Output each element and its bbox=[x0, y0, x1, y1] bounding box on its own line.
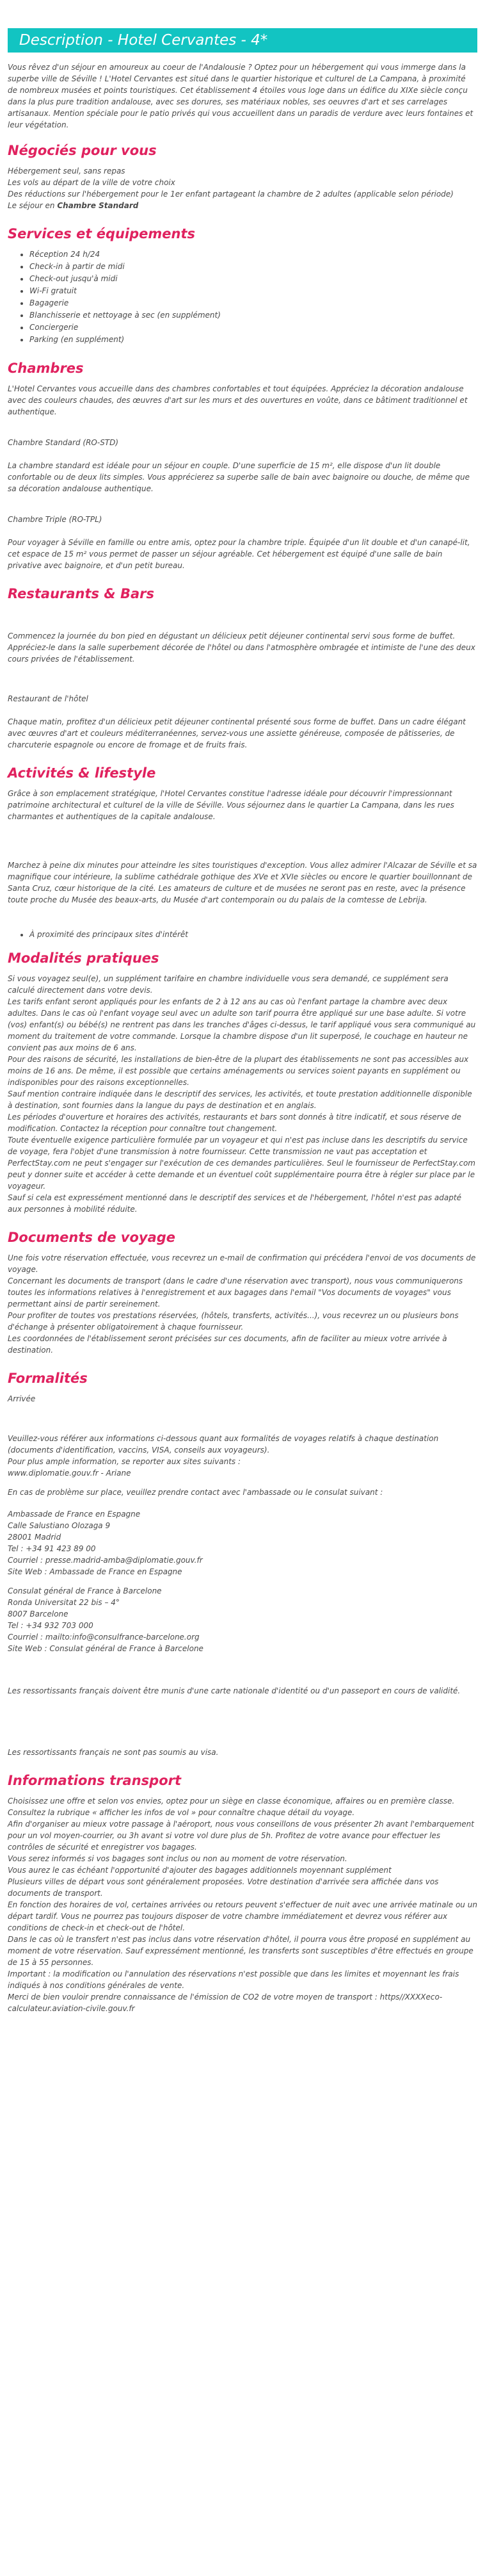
formalites-line: Pour plus ample information, se reporter aux sites suivants : bbox=[8, 1457, 241, 1466]
modalites-line: Sauf mention contraire indiquée dans le descriptif des services, les activités, et toute prestation additionnelle disponible à destination, sont fournies dans la langue du pays de destination et en anglais. bbox=[8, 1089, 472, 1110]
modalites-line: Les tarifs enfant seront appliqués pour les enfants de 2 à 12 ans au cas où l'enfant partage la chambre avec deux adultes. Dans le cas où l'enfant voyage seul avec un adulte son tarif pourra être appliqué sur une base adulte. Si votre (vos) enfant(s) ou bébé(s) ne rentrent pas dans les tranches d'âges ci-dessus, le tarif appliqué vous sera communiqué au moment du traitement de votre commande. Lorsque la chambre dispose d'un lit superposé, le couchage en hauteur ne convient pas aux moins de 6 ans. bbox=[8, 997, 476, 1052]
formalites-intro bbox=[8, 1433, 477, 1479]
modalites-heading: Modalités pratiques bbox=[8, 950, 159, 966]
consulat-line: Courriel : mailto:info@consulfrance-barcelone.org bbox=[8, 1633, 200, 1642]
modalites-text bbox=[8, 973, 477, 1215]
formalites-heading: Formalités bbox=[8, 1371, 88, 1386]
page-title: Description - Hotel Cervantes - 4* bbox=[19, 32, 268, 49]
consulat-line: 8007 Barcelone bbox=[8, 1610, 68, 1618]
activite-item: • À proximité des principaux sites d'intérêt bbox=[29, 929, 477, 941]
activites-list bbox=[8, 929, 477, 941]
modalites-line: Toute éventuelle exigence particulière formulée par un voyageur et qui n'est pas incluse dans les descriptifs du service de voyage, fera l'objet d'une transmission à notre fournisseur. Cette transmission ne vaut pas acceptation et PerfectStay.com ne peut s'engager sur l'exécution de ces demandes particulières. Seul le fournisseur de PerfectStay.com peut y donner suite et accéder à cette demande et un éventuel coût supplémentaire pourra être à régler sur place par le voyageur. bbox=[8, 1136, 475, 1191]
standard-room-text: La chambre standard est idéale pour un séjour en couple. D'une superficie de 15 m², elle dispose d'un lit double confortable ou de deux lits simples. Vous apprécierez sa superbe salle de bain avec baignoire ou douche, de même que sa décoration andalouse authentique. bbox=[8, 461, 470, 493]
negocies-line: Des réductions sur l'hébergement pour le 1er enfant partageant la chambre de 2 adultes (applicable selon période) bbox=[8, 190, 454, 199]
services-heading: Services et équipements bbox=[8, 226, 196, 241]
modalites-line: Si vous voyagez seul(e), un supplément tarifaire en chambre individuelle vous sera demandé, ce supplément sera calculé directement dans votre devis. bbox=[8, 974, 449, 995]
service-item: • Check-out jusqu'à midi bbox=[29, 273, 477, 285]
restaurant-title: Restaurant de l'hôtel bbox=[8, 694, 88, 703]
documents-line: Concernant les documents de transport (dans le cadre d'une réservation avec transport), nous vous communiquerons toutes les informations relatives à l'enregistrement et aux bagages dans l'email "Vos documents de voyages" vous permettant ainsi de partir sereinement. bbox=[8, 1276, 463, 1308]
consulat-line: Tel : +34 932 703 000 bbox=[8, 1621, 93, 1630]
restaurant-text: Chaque matin, profitez d'un délicieux petit déjeuner continental présenté sous forme de buffet. Dans un cadre élégant avec œuvres d'art et couleurs méditerranéennes, servez-vous une assiette généreuse, composée de pâtisseries, de charcuterie espagnole ou encore de fromage et de fruits frais. bbox=[8, 717, 466, 749]
activites-text-2: Marchez à peine dix minutes pour atteindre les sites touristiques d'exception. Vous allez admirer l'Alcazar de Séville et sa magnifique cour intérieure, la sublime cathédrale gothique des XVe et XVIe siècles ou encore le quartier bouillonnant de Santa Cruz, cœur historique de la cité. Les amateurs de culture et de musées ne seront pas en reste, avec la présence toute proche du Musée des beaux-arts, du Musée d'art contemporain ou du palais de la comtesse de Lebrija. bbox=[8, 861, 477, 904]
transport-line[interactable]: Merci de bien vouloir prendre connaissance de l'émission de CO2 de votre moyen de transport : https//XXXXeco-calculateur.aviation-civile.gouv.fr bbox=[8, 1993, 443, 2013]
restaurants-heading: Restaurants & Bars bbox=[8, 586, 155, 601]
standard-room-title: Chambre Standard (RO-STD) bbox=[8, 438, 119, 447]
room-type: Chambre Standard bbox=[57, 201, 139, 210]
documents-line: Pour profiter de toutes vos prestations réservées, (hôtels, transferts, activités...), vous recevrez un ou plusieurs bons d'échange à présenter obligatoirement à chaque fournisseur. bbox=[8, 1311, 459, 1332]
intro-paragraph: Vous rêvez d'un séjour en amoureux au coeur de l'Andalousie ? Optez pour un hébergement qui vous immerge dans la superbe ville de Séville ! L'Hotel Cervantes est situé dans le quartier historique et culturel de La Campana, à proximité de nombreux musées et points touristiques. Cet établissement 4 étoiles vous loge dans un édifice du XIXe siècle conçu dans la plus pure tradition andalouse, avec ses dorures, ses matériaux nobles, ses oeuvres d'art et ses carrelages artisanaux. Mention spéciale pour le patio privés qui vous accueillent dans un paradis de verdure avec leurs fontaines et leur végétation. bbox=[8, 63, 473, 129]
documents-line: Une fois votre réservation effectuée, vous recevrez un e-mail de confirmation qui précédera l'envoi de vos documents de voyage. bbox=[8, 1253, 476, 1274]
transport-line: Choisissez une offre et selon vos envies, optez pour un siège en classe économique, affaires ou en première classe. bbox=[8, 1797, 455, 1806]
ambassade-line: 28001 Madrid bbox=[8, 1533, 61, 1542]
services-list bbox=[8, 249, 477, 346]
triple-room-title: Chambre Triple (RO-TPL) bbox=[8, 515, 102, 524]
sejour-prefix: Le séjour en bbox=[8, 201, 58, 210]
page-content bbox=[0, 28, 485, 2027]
transport-line: En fonction des horaires de vol, certaines arrivées ou retours peuvent s'effectuer de nuit avec une arrivée matinale ou un départ tardif. Vous ne pourrez pas toujours disposer de votre chambre immédiatement et devrez vous référer aux conditions de check-in et check-out de l'hôtel. bbox=[8, 1900, 477, 1932]
ambassade-line: Courriel : presse.madrid-amba@diplomatie.gouv.fr bbox=[8, 1556, 203, 1565]
service-item: • Conciergerie bbox=[29, 322, 477, 334]
restaurants-intro: Commencez la journée du bon pied en dégustant un délicieux petit déjeuner continental servi sous forme de buffet. Appréciez-le dans la salle superbement décorée de l'hôtel ou dans l'atmosphère ombragée et intimiste de l'une des deux cours privées de l'établissement. bbox=[8, 632, 475, 664]
documents-line: Les coordonnées de l'établissement seront précisées sur ces documents, afin de faciliter au mieux votre arrivée à destination. bbox=[8, 1334, 447, 1355]
transport-line: Vous aurez le cas échéant l'opportunité d'ajouter des bagages additionnels moyennant supplément bbox=[8, 1866, 392, 1875]
negocies-list bbox=[8, 165, 477, 211]
consulat-line: Site Web : Consulat général de France à Barcelone bbox=[8, 1644, 203, 1653]
transport-line: Vous serez informés si vos bagages sont inclus ou non au moment de votre réservation. bbox=[8, 1854, 347, 1863]
negocies-line: Hébergement seul, sans repas bbox=[8, 167, 125, 175]
negocies-heading: Négociés pour vous bbox=[8, 143, 157, 158]
consulat-line: Ronda Universitat 22 bis – 4° bbox=[8, 1598, 120, 1607]
transport-line: Consultez la rubrique « afficher les infos de vol » pour connaître chaque détail du voyage. bbox=[8, 1808, 355, 1817]
documents-text bbox=[8, 1252, 477, 1356]
triple-room-text: Pour voyager à Séville en famille ou entre amis, optez pour la chambre triple. Équipée d'un lit double et d'un canapé-lit, cet espace de 15 m² vous permet de passer un séjour agréable. Cet hébergement est équipé d'une salle de bain privative avec baignoire, et d'un petit bureau. bbox=[8, 538, 470, 570]
transport-line: Important : la modification ou l'annulation des réservations n'est possible que dans les limites et moyennant les frais indiqués à nos conditions générales de vente. bbox=[8, 1969, 459, 1990]
ressortissants-visa: Les ressortissants français ne sont pas soumis au visa. bbox=[8, 1748, 219, 1757]
ambassade-line: Calle Salustiano Olozaga 9 bbox=[8, 1521, 111, 1530]
activites-heading: Activités & lifestyle bbox=[8, 765, 156, 781]
consulat-line: Consulat général de France à Barcelone bbox=[8, 1586, 162, 1595]
modalites-line: Les périodes d'ouverture et horaires des activités, restaurants et bars sont donnés à titre indicatif, et sous réserve de modification. Contactez la réception pour connaître tout changement. bbox=[8, 1113, 461, 1133]
ambassade-line: Tel : +34 91 423 89 00 bbox=[8, 1544, 96, 1553]
ressortissants-identite: Les ressortissants français doivent être munis d'une carte nationale d'identité ou d'un passeport en cours de validité. bbox=[8, 1686, 461, 1695]
transport-line: Plusieurs villes de départ vous sont généralement proposées. Votre destination d'arrivée sera affichée dans vos documents de transport. bbox=[8, 1877, 439, 1898]
formalites-line: Veuillez-vous référer aux informations ci-dessous quant aux formalités de voyages relatifs à chaque destination (documents d'identification, vaccins, VISA, conseils aux voyageurs). bbox=[8, 1434, 439, 1455]
ambassade-line: Ambassade de France en Espagne bbox=[8, 1510, 141, 1519]
consulat-intro: En cas de problème sur place, veuillez prendre contact avec l'ambassade ou le consulat suivant : bbox=[8, 1488, 383, 1497]
transport-heading: Informations transport bbox=[8, 1773, 182, 1788]
ambassade-line: Site Web : Ambassade de France en Espagne bbox=[8, 1567, 182, 1576]
documents-heading: Documents de voyage bbox=[8, 1230, 176, 1245]
transport-line: Afin d'organiser au mieux votre passage à l'aéroport, nous vous conseillons de vous présenter 2h avant l'embarquement pour un vol moyen-courrier, ou 3h avant si votre vol dure plus de 5h. Profitez de votre avance pour effectuer les contrôles de sécurité et enregistrer vos bagages. bbox=[8, 1820, 474, 1852]
negocies-line: Les vols au départ de la ville de votre choix bbox=[8, 178, 175, 187]
service-item: • Bagagerie bbox=[29, 297, 477, 309]
consulat-address bbox=[8, 1585, 477, 1654]
chambres-heading: Chambres bbox=[8, 361, 84, 376]
service-item: • Blanchisserie et nettoyage à sec (en supplément) bbox=[29, 309, 477, 322]
title-banner bbox=[8, 28, 477, 53]
modalites-line: Pour des raisons de sécurité, les installations de bien-être de la plupart des établissements ne sont pas accessibles aux moins de 16 ans. De même, il est possible que certains aménagements ou services soient payants en supplément ou indisponibles pour des raisons exceptionnelles. bbox=[8, 1055, 469, 1087]
ambassade-address bbox=[8, 1508, 477, 1577]
service-item: • Wi-Fi gratuit bbox=[29, 285, 477, 297]
arrivee-label: Arrivée bbox=[8, 1394, 36, 1403]
sejour-line bbox=[8, 200, 477, 211]
service-item: • Check-in à partir de midi bbox=[29, 261, 477, 273]
modalites-line: Sauf si cela est expressément mentionné dans le descriptif des services et de l'hébergement, l'hôtel n'est pas adapté aux personnes à mobilité réduite. bbox=[8, 1193, 461, 1214]
formalites-link[interactable]: www.diplomatie.gouv.fr - Ariane bbox=[8, 1469, 131, 1478]
transport-line: Dans le cas où le transfert n'est pas inclus dans votre réservation d'hôtel, il pourra vous être proposé en supplément au moment de votre réservation. Sauf expressément mentionné, les transferts sont susceptibles d'être effectués en groupe de 15 à 55 personnes. bbox=[8, 1935, 473, 1967]
service-item: • Réception 24 h/24 bbox=[29, 249, 477, 261]
activites-text-1: Grâce à son emplacement stratégique, l'Hotel Cervantes constitue l'adresse idéale pour découvrir l'impressionnant patrimoine architectural et culturel de la ville de Séville. Vous séjournez dans le quartier La Campana, dans les rues charmantes et authentiques de la capitale andalouse. bbox=[8, 789, 454, 821]
service-item: • Parking (en supplément) bbox=[29, 334, 477, 346]
transport-text bbox=[8, 1795, 477, 2014]
chambres-intro: L'Hotel Cervantes vous accueille dans des chambres confortables et tout équipées. Appréciez la décoration andalouse avec des couleurs chaudes, des œuvres d'art sur les murs et des ouvertures en voûte, dans ce bâtiment traditionnel et authentique. bbox=[8, 384, 468, 416]
